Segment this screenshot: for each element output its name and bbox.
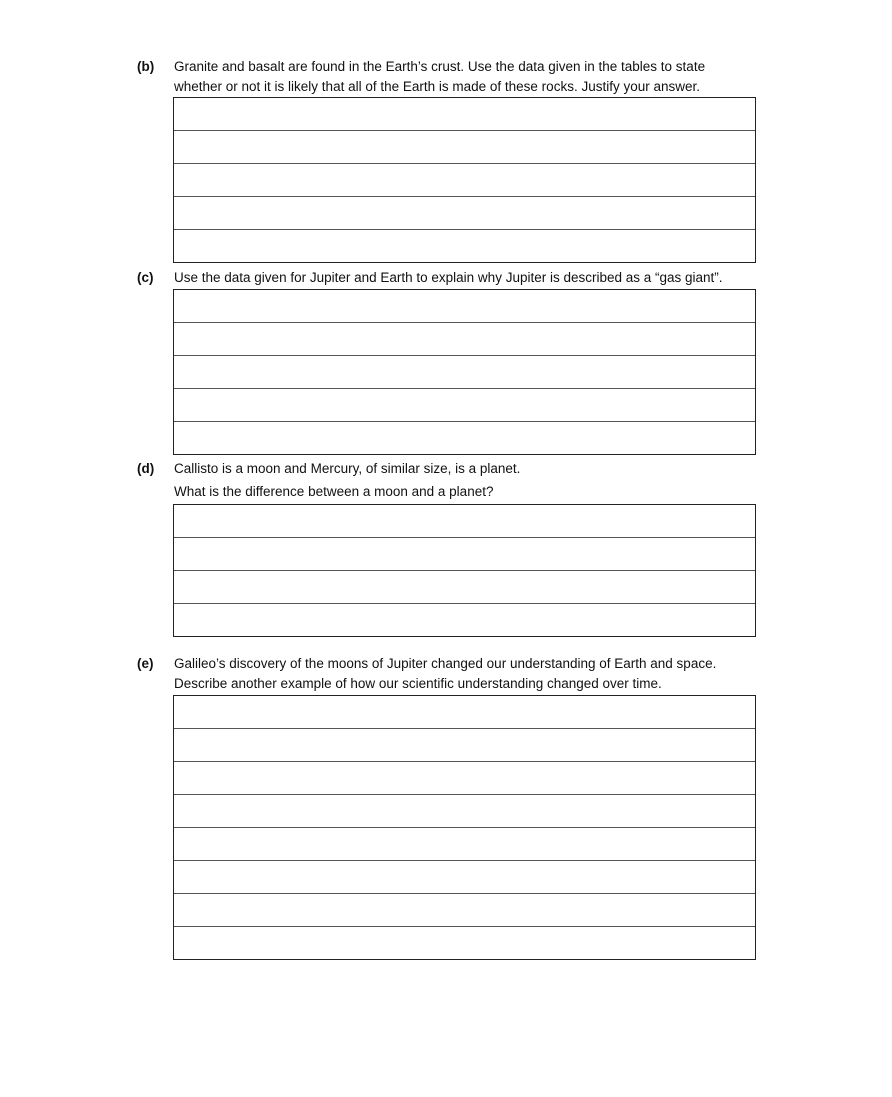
answer-box-b[interactable] [173,97,756,263]
answer-line[interactable] [174,164,755,197]
question-b-line-2: whether or not it is likely that all of the Earth is made of these rocks. Justify your answer. [174,79,700,94]
question-c-label: (c) [137,270,154,285]
answer-line[interactable] [174,828,755,861]
question-b-line-1: Granite and basalt are found in the Earth’s crust. Use the data given in the tables to state [174,59,706,74]
question-b-label: (b) [137,59,155,74]
answer-line[interactable] [174,861,755,894]
answer-line[interactable] [174,762,755,795]
question-c-text [174,268,774,288]
question-d-text [174,459,774,502]
answer-box-e[interactable] [173,695,756,960]
question-d-line-2: What is the difference between a moon and a planet? [174,484,494,499]
answer-line[interactable] [174,230,755,262]
answer-line[interactable] [174,729,755,762]
answer-line[interactable] [174,197,755,230]
question-e-label: (e) [137,656,154,671]
answer-line[interactable] [174,131,755,164]
answer-line[interactable] [174,571,755,604]
answer-line[interactable] [174,98,755,131]
question-d-line-1: Callisto is a moon and Mercury, of similar size, is a planet. [174,461,521,476]
question-e-line-2: Describe another example of how our scientific understanding changed over time. [174,676,662,691]
answer-line[interactable] [174,894,755,927]
question-e-text [174,654,774,694]
answer-line[interactable] [174,927,755,959]
question-d-label: (d) [137,461,155,476]
question-e-line-1: Galileo’s discovery of the moons of Jupiter changed our understanding of Earth and space. [174,656,717,671]
answer-box-d[interactable] [173,504,756,637]
answer-line[interactable] [174,389,755,422]
answer-box-c[interactable] [173,289,756,455]
answer-line[interactable] [174,422,755,454]
answer-line[interactable] [174,505,755,538]
answer-line[interactable] [174,356,755,389]
answer-line[interactable] [174,290,755,323]
answer-line[interactable] [174,795,755,828]
answer-line[interactable] [174,604,755,636]
answer-line[interactable] [174,323,755,356]
question-b-text [174,57,774,97]
answer-line[interactable] [174,538,755,571]
question-c-line-1: Use the data given for Jupiter and Earth to explain why Jupiter is described as a “gas giant”. [174,270,723,285]
answer-line[interactable] [174,696,755,729]
